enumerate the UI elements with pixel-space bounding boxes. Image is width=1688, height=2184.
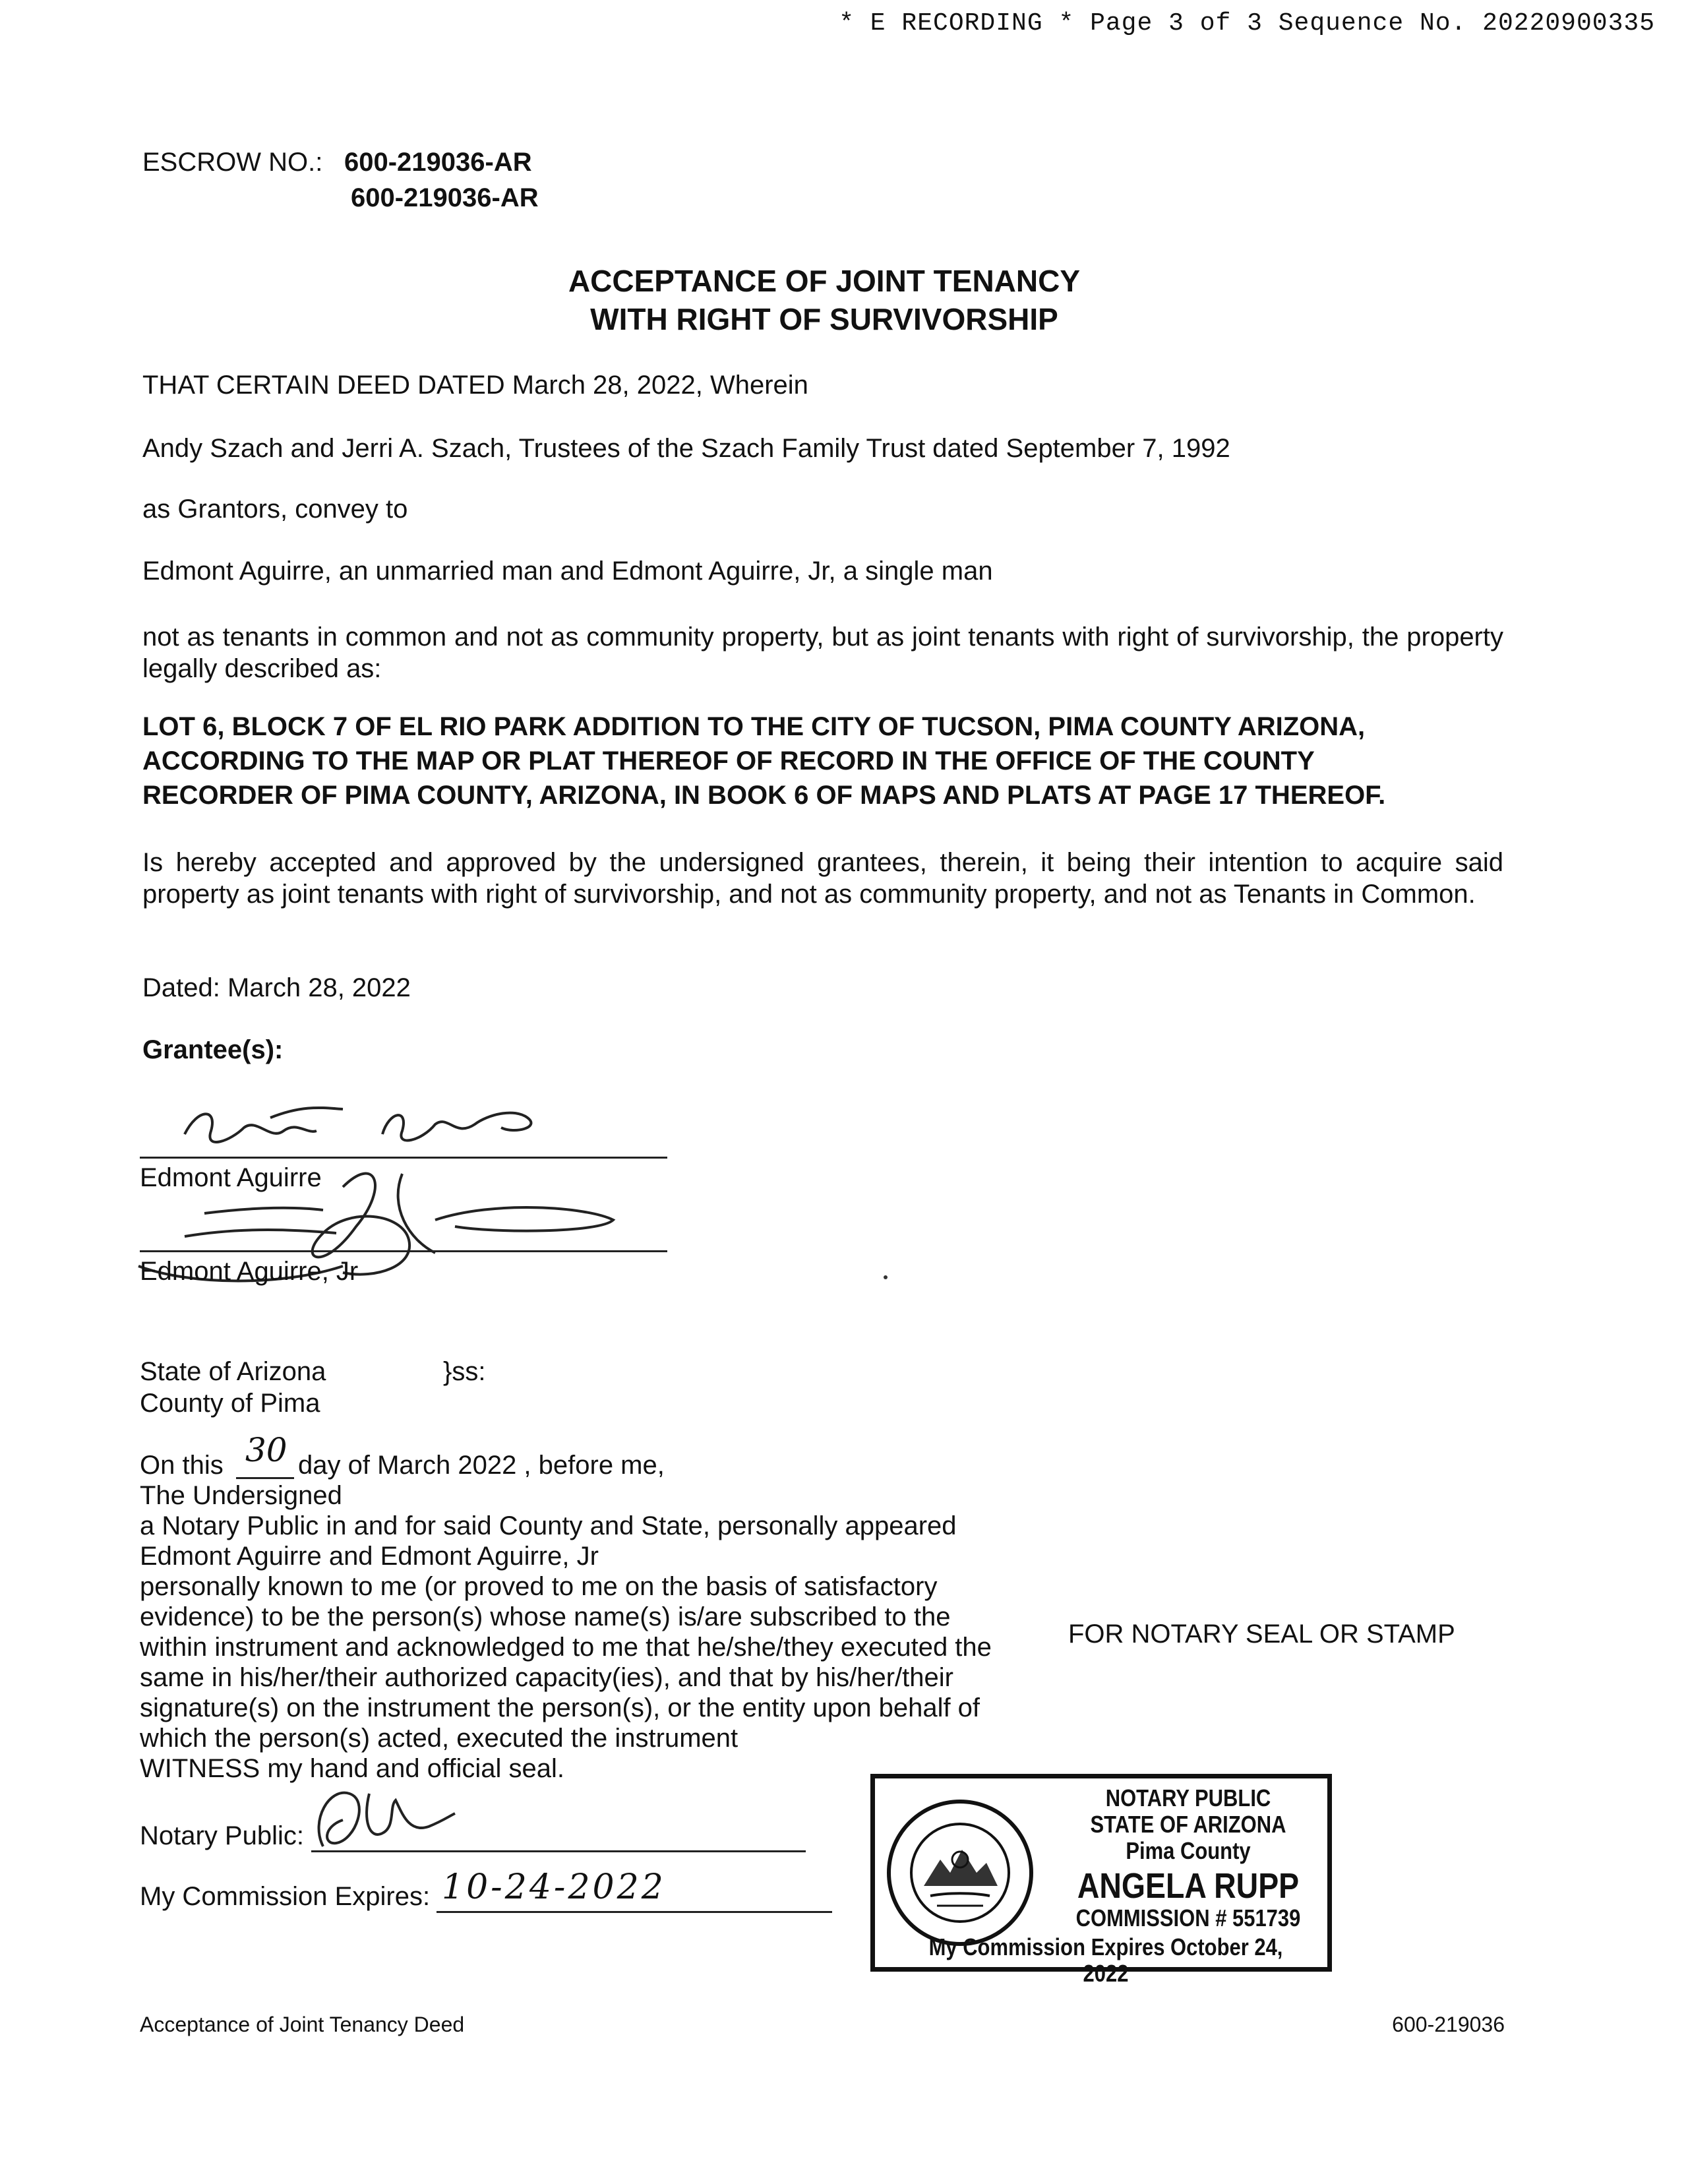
- ack-undersigned: The Undersigned: [140, 1481, 342, 1510]
- grantee1-name: Edmont Aguirre: [140, 1163, 322, 1192]
- commission-label: My Commission Expires:: [140, 1882, 431, 1911]
- document-title-line2: WITH RIGHT OF SURVIVORSHIP: [590, 302, 1058, 336]
- escrow-number-1: 600-219036-AR: [344, 148, 532, 177]
- notary-seal-placeholder: FOR NOTARY SEAL OR STAMP: [1068, 1620, 1455, 1649]
- ack-line-4: same in his/her/their authorized capacity(ies), and that by his/her/their: [140, 1663, 953, 1692]
- ack-line-6: which the person(s) acted, executed the instrument: [140, 1724, 738, 1753]
- venue-ss: }ss:: [443, 1357, 486, 1386]
- stamp-line-5: COMMISSION # 551739: [1075, 1904, 1301, 1931]
- recording-header: * E RECORDING * Page 3 of 3 Sequence No. 20220900335: [839, 9, 1655, 38]
- stamp-line-4: ANGELA RUPP: [1077, 1866, 1300, 1906]
- stamp-line-1: NOTARY PUBLIC: [1105, 1784, 1271, 1811]
- tenancy-paragraph: not as tenants in common and not as community property, but as joint tenants with right of survivorship, the property legally described as:: [142, 622, 1503, 683]
- notary-signature: [297, 1780, 468, 1853]
- footer-left: Acceptance of Joint Tenancy Deed: [140, 2013, 465, 2036]
- ack-line-5: signature(s) on the instrument the person(s), or the entity upon behalf of: [140, 1693, 980, 1722]
- legal-description-line2: ACCORDING TO THE MAP OR PLAT THEREOF OF RECORD IN THE OFFICE OF THE COUNTY: [142, 746, 1315, 775]
- grantors-line: Andy Szach and Jerri A. Szach, Trustees of the Szach Family Trust dated September 7, 1992: [142, 434, 1230, 463]
- ack-witness: WITNESS my hand and official seal.: [140, 1754, 564, 1783]
- stamp-line-6: My Commission Expires October 24, 2022: [928, 1933, 1283, 1987]
- ack-line-3: within instrument and acknowledged to me that he/she/they executed the: [140, 1633, 992, 1662]
- dated-line: Dated: March 28, 2022: [142, 973, 411, 1002]
- ack-on-this: On this: [140, 1451, 224, 1480]
- convey-line: as Grantors, convey to: [142, 495, 408, 524]
- grantees-heading: Grantee(s):: [142, 1035, 284, 1064]
- venue-county: County of Pima: [140, 1389, 320, 1418]
- arizona-state-seal-icon: [884, 1797, 1036, 1949]
- escrow-number-2: 600-219036-AR: [351, 183, 539, 212]
- legal-description-line1: LOT 6, BLOCK 7 OF EL RIO PARK ADDITION TO THE CITY OF TUCSON, PIMA COUNTY ARIZONA,: [142, 712, 1366, 741]
- notary-public-label: Notary Public:: [140, 1821, 304, 1850]
- venue-state: State of Arizona: [140, 1357, 326, 1386]
- commission-line: [437, 1911, 832, 1913]
- ack-day-of: day of March 2022 , before me,: [298, 1451, 665, 1480]
- grantees-line: Edmont Aguirre, an unmarried man and Edmont Aguirre, Jr, a single man: [142, 557, 993, 586]
- commission-handwritten: 10-24-2022: [442, 1867, 666, 1907]
- grantee2-name: Edmont Aguirre, Jr: [140, 1257, 359, 1286]
- ack-notary-line: a Notary Public in and for said County and State, personally appeared: [140, 1511, 957, 1540]
- escrow-label: ESCROW NO.:: [142, 148, 323, 177]
- ack-day-blank: [236, 1430, 294, 1479]
- deed-line: THAT CERTAIN DEED DATED March 28, 2022, Wherein: [142, 371, 808, 400]
- ack-line-1: personally known to me (or proved to me on the basis of satisfactory: [140, 1572, 938, 1601]
- ack-line-2: evidence) to be the person(s) whose name(s) is/are subscribed to the: [140, 1602, 951, 1631]
- notary-stamp: [870, 1774, 1332, 1987]
- stamp-line-2: STATE OF ARIZONA: [1090, 1811, 1286, 1838]
- ack-day-handwritten: 30: [245, 1431, 287, 1469]
- footer-right: 600-219036: [1392, 2013, 1505, 2036]
- document-title-line1: ACCEPTANCE OF JOINT TENANCY: [568, 264, 1081, 298]
- legal-description-line3: RECORDER OF PIMA COUNTY, ARIZONA, IN BOOK 6 OF MAPS AND PLATS AT PAGE 17 THEREOF.: [142, 781, 1386, 810]
- ack-appeared-names: Edmont Aguirre and Edmont Aguirre, Jr: [140, 1542, 599, 1571]
- stamp-line-3: Pima County: [1126, 1837, 1251, 1864]
- scan-speck: [884, 1275, 888, 1279]
- acceptance-paragraph: Is hereby accepted and approved by the undersigned grantees, therein, it being their intention to acquire said property as joint tenants with right of survivorship, and not as community property, and not as Tenants in Common.: [142, 848, 1503, 909]
